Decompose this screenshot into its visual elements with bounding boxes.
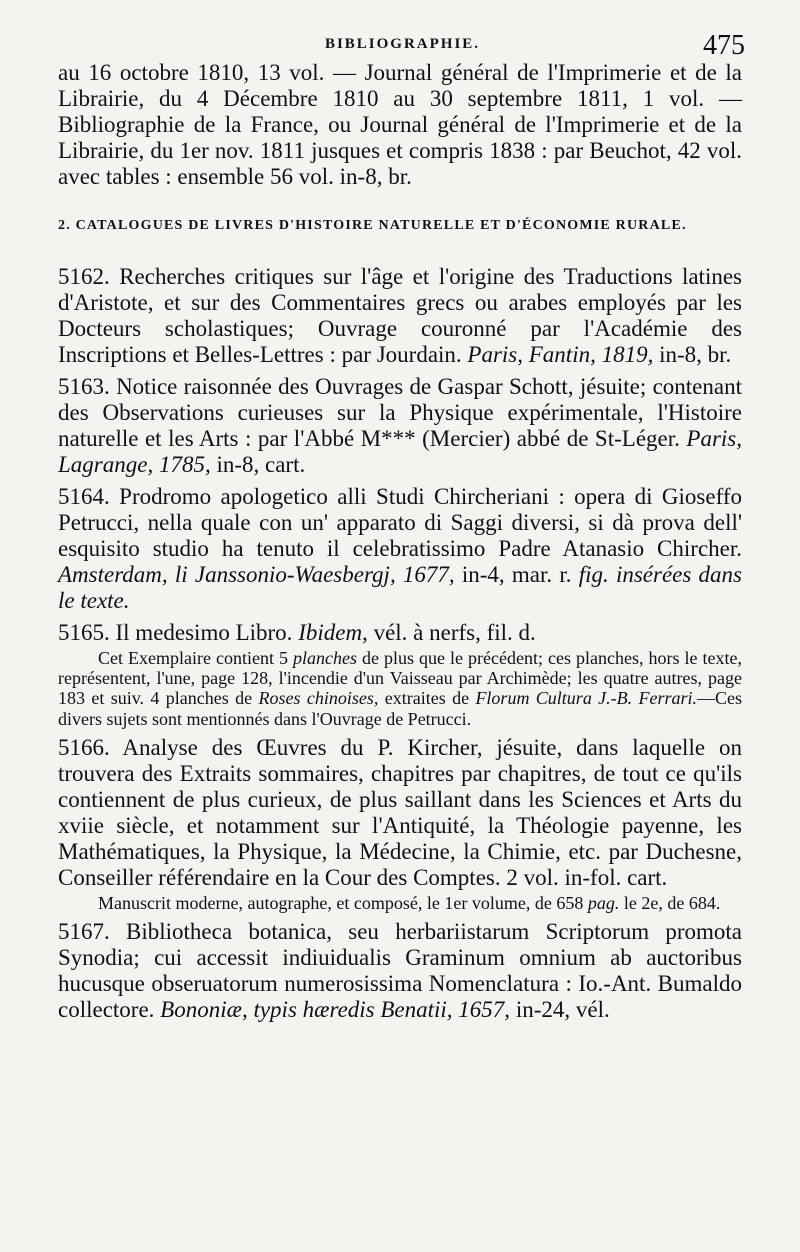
entry-5162 bbox=[58, 264, 742, 368]
entry-imprint: Amsterdam, li Janssonio-Waesbergj, 1677, bbox=[58, 561, 455, 587]
entry-text: Analyse des Œuvres du P. Kircher, jésuite, dans laquelle on trouvera des Extraits sommaires, chapitres par chapitres, de tout ce qu'ils contiennent de plus curieux, de plus saillant dans les Sciences et Arts du xviie siècle, et notamment sur l'Antiquité, la Théologie payenne, les Mathématiques, la Physique, la Médecine, la Chimie, etc. par Duchesne, Conseiller référendaire en la Cour des Comptes. 2 vol. in-fol. cart. bbox=[58, 734, 742, 890]
note-text: extraites de bbox=[384, 688, 470, 709]
note-text: Manuscrit moderne, autographe, et composé, le 1er volume, de 658 bbox=[98, 892, 584, 913]
note-italic: pag. bbox=[587, 892, 620, 913]
entry-text: Notice raisonnée des Ouvrages de Gaspar Schott, jésuite; contenant des Observations curieuses sur la Physique expérimentale, l'Histoire naturelle et les Arts : par l'Abbé M*** (Mercier) abbé de St-Léger. bbox=[58, 373, 742, 451]
entry-5165 bbox=[58, 620, 742, 646]
entry-number: 5165. bbox=[58, 619, 110, 645]
text-block bbox=[58, 60, 742, 1023]
entry-text: Bibliotheca botanica, seu herbariistarum Scriptorum promota Synodia; cui accessit indiuidualis Graminum omnium ab auctoribus hucusque obseruatorum numerosissima Nomenclatura : Io.-Ant. Bumaldo collectore. bbox=[58, 919, 743, 1023]
note-text: de plus que le précédent; ces planches, hors le texte, représentent, l'une, page 128, l'incendie d'un Vaisseau par Archimède; les quatre autres, page 183 et suiv. 4 planches de bbox=[58, 647, 742, 709]
entry-format: in-8, br. bbox=[659, 341, 732, 367]
entry-5163 bbox=[58, 374, 742, 478]
entry-format: in-24, vél. bbox=[515, 997, 610, 1023]
page-header bbox=[60, 30, 745, 64]
note-text: le 2e, de 684. bbox=[623, 892, 721, 913]
page-number: 475 bbox=[703, 30, 745, 61]
entry-imprint: Ibidem, bbox=[298, 619, 368, 645]
entry-illustration-note: fig. insérées dans le texte. bbox=[58, 561, 742, 613]
entry-format: in-8, cart. bbox=[216, 451, 306, 477]
entry-text: Prodromo apologetico alli Studi Chircheriani : opera di Gioseffo Petrucci, nella quale con un' apparato di Saggi diversi, si dà prova dell' esquisito studio ha tenuto il celebratissimo Padre Atanasio Chircher. bbox=[58, 483, 742, 561]
entry-number: 5162. bbox=[58, 263, 110, 289]
entry-5167 bbox=[58, 919, 742, 1023]
running-head: BIBLIOGRAPHIE. bbox=[324, 36, 481, 52]
note-5165 bbox=[58, 648, 742, 729]
entry-text: Recherches critiques sur l'âge et l'origine des Traductions latines d'Aristote, et sur des Commentaires grecs ou arabes employés par les Docteurs scholastiques; Ouvrage couronné par l'Académie des Inscriptions et Belles-Lettres : par Jourdain. bbox=[58, 263, 742, 367]
entry-number: 5164. bbox=[58, 483, 110, 509]
note-text: —Ces divers sujets sont mentionnés dans l'Ouvrage de Petrucci. bbox=[58, 688, 743, 729]
entry-number: 5167. bbox=[58, 919, 110, 945]
entry-text: Il medesimo Libro. bbox=[115, 619, 293, 645]
intro-paragraph: au 16 octobre 1810, 13 vol. — Journal général de l'Imprimerie et de la Librairie, du 4 Décembre 1810 au 30 septembre 1811, 1 vol. — Bibliographie de la France, ou Journal général de l'Imprimerie et de la Librairie, du 1er nov. 1811 jusques et compris 1838 : par Beuchot, 42 vol. avec tables : ensemble 56 vol. in-8, br. bbox=[58, 60, 742, 189]
note-italic: Roses chinoises, bbox=[258, 688, 379, 709]
note-italic: planches bbox=[293, 647, 357, 668]
note-5166 bbox=[58, 893, 742, 913]
entry-imprint: Paris, Lagrange, 1785, bbox=[58, 425, 743, 477]
section-title: 2. CATALOGUES DE LIVRES D'HISTOIRE NATURELLE ET D'ÉCONOMIE RURALE. bbox=[58, 217, 687, 233]
entry-imprint: Bononiæ, typis hæredis Benatii, 1657, bbox=[160, 997, 511, 1023]
entry-imprint: Paris, Fantin, 1819, bbox=[467, 341, 654, 367]
note-italic: Florum Cultura J.-B. Ferrari. bbox=[475, 688, 698, 709]
entry-5164 bbox=[58, 484, 742, 614]
note-text: Cet Exemplaire contient 5 bbox=[98, 647, 288, 668]
entry-number: 5163. bbox=[58, 373, 110, 399]
entry-format: vél. à nerfs, fil. d. bbox=[373, 619, 536, 645]
entry-number: 5166. bbox=[58, 734, 110, 760]
entry-format: in-4, mar. r. bbox=[461, 561, 572, 587]
entry-5166 bbox=[58, 735, 742, 891]
